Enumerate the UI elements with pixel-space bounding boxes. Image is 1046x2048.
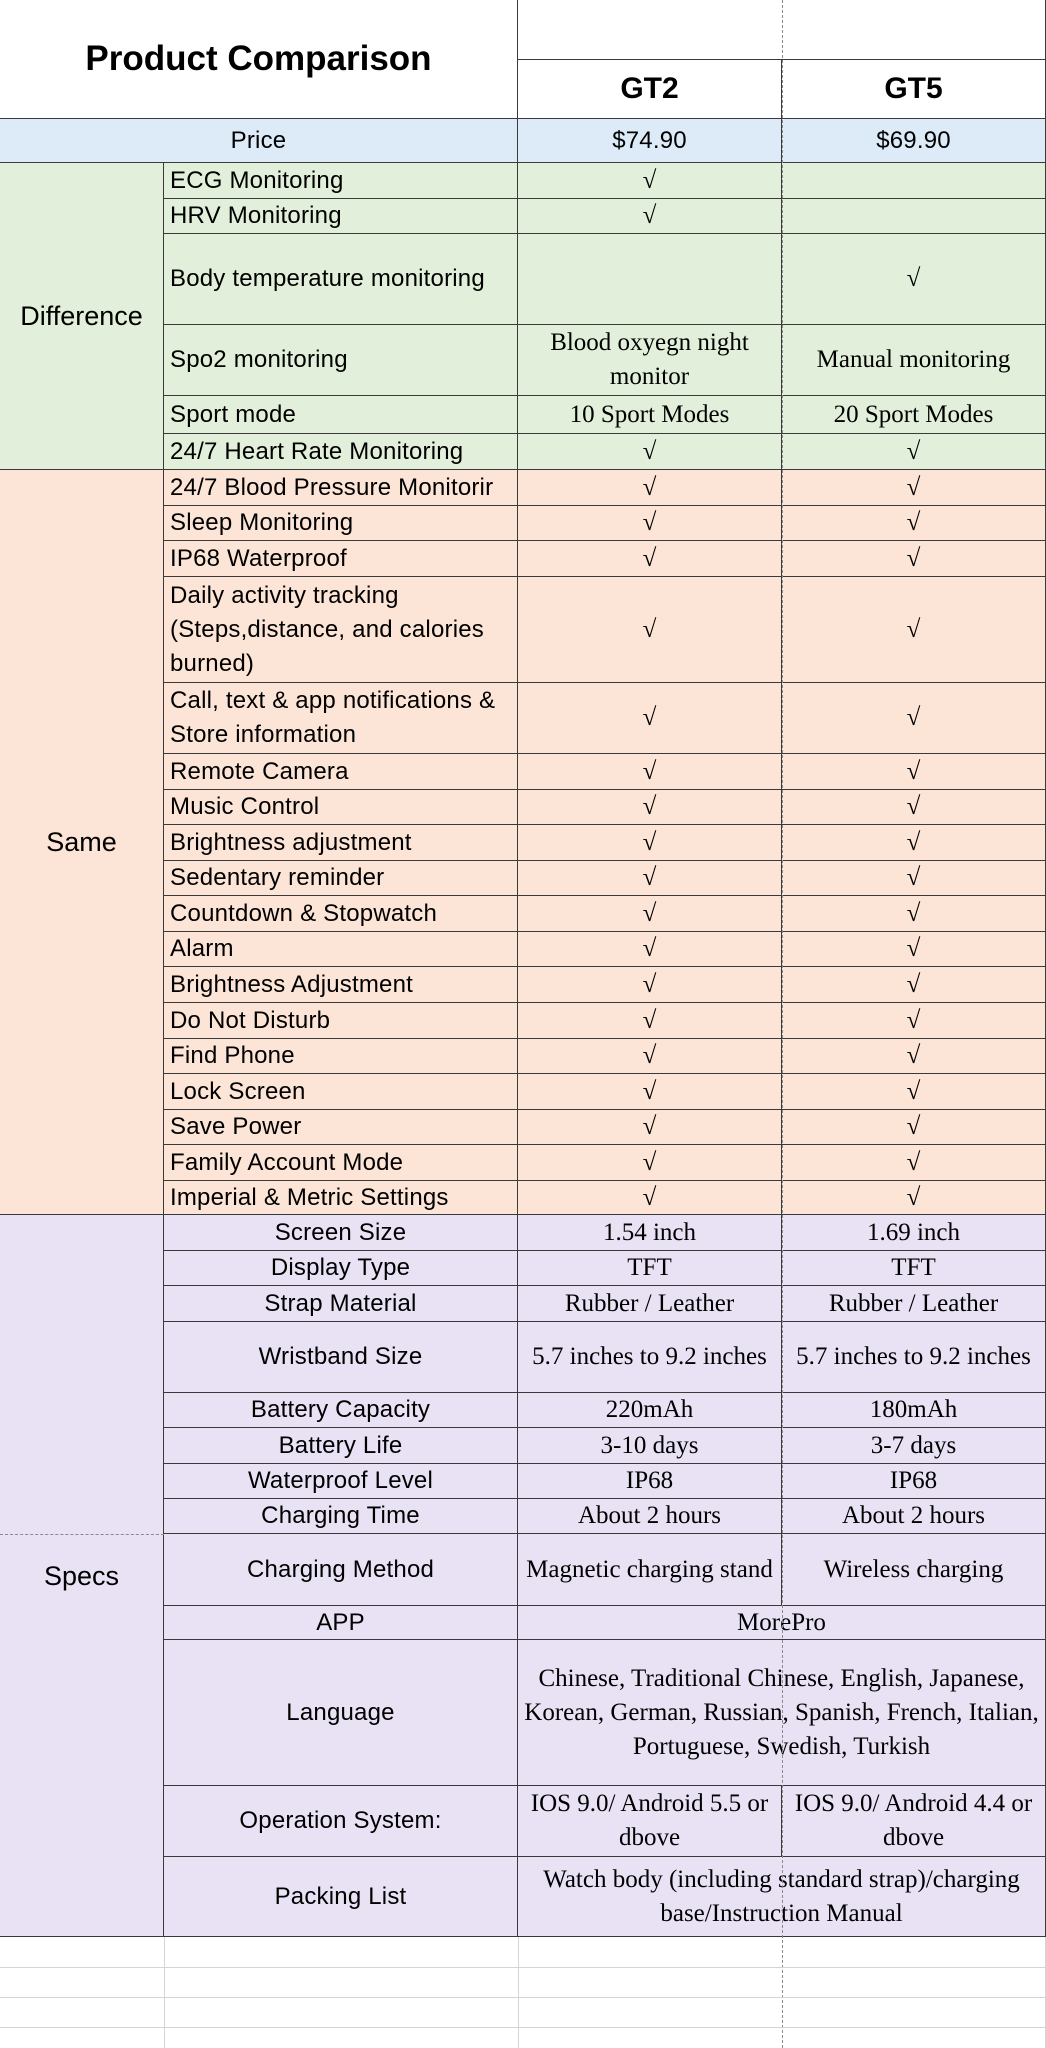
gt5-value-cell[interactable]: √ bbox=[782, 861, 1046, 896]
gt5-value-cell[interactable]: IOS 9.0/ Android 4.4 or dbove bbox=[782, 1786, 1046, 1857]
gt2-value-cell[interactable]: √ bbox=[518, 199, 782, 234]
page-break-line bbox=[782, 0, 783, 2048]
feature-label[interactable]: IP68 Waterproof bbox=[164, 541, 518, 577]
gt2-value-cell[interactable]: √ bbox=[518, 577, 782, 683]
gt2-value-cell[interactable] bbox=[518, 234, 782, 325]
feature-label[interactable]: Strap Material bbox=[164, 1286, 518, 1322]
sheet-title[interactable]: Product Comparison bbox=[0, 0, 518, 119]
price-label[interactable]: Price bbox=[0, 119, 518, 163]
page-break-line bbox=[0, 1534, 164, 1535]
gt2-value-cell[interactable]: √ bbox=[518, 967, 782, 1003]
gt2-value-cell[interactable]: About 2 hours bbox=[518, 1499, 782, 1534]
gt2-value-cell[interactable]: √ bbox=[518, 861, 782, 896]
feature-label[interactable]: Body temperature monitoring bbox=[164, 234, 518, 325]
feature-label[interactable]: Charging Method bbox=[164, 1534, 518, 1606]
gt5-value-cell[interactable]: 5.7 inches to 9.2 inches bbox=[782, 1322, 1046, 1393]
feature-label[interactable]: Save Power bbox=[164, 1110, 518, 1145]
merged-value-cell[interactable]: Chinese, Traditional Chinese, English, Japanese, Korean, German, Russian, Spanish, French, Italian, Portuguese, Swedish, Turkish bbox=[518, 1640, 1046, 1786]
gt5-value-cell[interactable]: √ bbox=[782, 790, 1046, 825]
gt2-value-cell[interactable]: √ bbox=[518, 683, 782, 754]
gt2-value-cell[interactable]: √ bbox=[518, 1003, 782, 1039]
gt2-value-cell[interactable]: √ bbox=[518, 434, 782, 470]
gt5-value-cell[interactable]: √ bbox=[782, 506, 1046, 541]
empty-gridline bbox=[0, 1997, 1046, 1998]
feature-label[interactable]: Operation System: bbox=[164, 1786, 518, 1857]
gt5-value-cell[interactable]: √ bbox=[782, 234, 1046, 325]
gt2-value-cell[interactable]: 3-10 days bbox=[518, 1428, 782, 1464]
gt5-value-cell[interactable]: Wireless charging bbox=[782, 1534, 1046, 1606]
gt5-value-cell[interactable]: √ bbox=[782, 754, 1046, 790]
gt2-value-cell[interactable]: √ bbox=[518, 1145, 782, 1181]
gt2-value-cell[interactable]: Blood oxyegn night monitor bbox=[518, 325, 782, 396]
gt5-value-cell[interactable]: Rubber / Leather bbox=[782, 1286, 1046, 1322]
gt2-value-cell[interactable]: √ bbox=[518, 825, 782, 861]
gt2-value-cell[interactable]: Magnetic charging stand bbox=[518, 1534, 782, 1606]
gt2-value-cell[interactable]: √ bbox=[518, 1074, 782, 1110]
feature-label[interactable]: APP bbox=[164, 1606, 518, 1640]
price-gt2[interactable]: $74.90 bbox=[518, 119, 782, 163]
feature-label[interactable]: Packing List bbox=[164, 1857, 518, 1937]
group-label-difference[interactable]: Difference bbox=[0, 163, 164, 470]
gt2-value-cell[interactable]: 5.7 inches to 9.2 inches bbox=[518, 1322, 782, 1393]
feature-label[interactable]: Battery Life bbox=[164, 1428, 518, 1464]
group-label-specs[interactable]: Specs bbox=[0, 1215, 164, 1937]
feature-label[interactable]: Sport mode bbox=[164, 396, 518, 434]
feature-label[interactable]: Lock Screen bbox=[164, 1074, 518, 1110]
feature-label[interactable]: Find Phone bbox=[164, 1039, 518, 1074]
feature-label[interactable]: HRV Monitoring bbox=[164, 199, 518, 234]
feature-label[interactable]: Language bbox=[164, 1640, 518, 1786]
feature-label[interactable]: Music Control bbox=[164, 790, 518, 825]
feature-label[interactable]: Call, text & app notifications & Store information bbox=[164, 683, 518, 754]
gt2-value-cell[interactable]: √ bbox=[518, 541, 782, 577]
feature-label[interactable]: 24/7 Blood Pressure Monitorir bbox=[164, 470, 518, 506]
empty-gridline bbox=[0, 1967, 1046, 1968]
gt5-value-cell[interactable]: √ bbox=[782, 434, 1046, 470]
merged-value-cell[interactable]: MorePro bbox=[518, 1606, 1046, 1640]
gt5-value-cell[interactable]: √ bbox=[782, 1074, 1046, 1110]
gt5-value-cell[interactable]: √ bbox=[782, 683, 1046, 754]
gt2-value-cell[interactable]: 10 Sport Modes bbox=[518, 396, 782, 434]
feature-label[interactable]: Imperial & Metric Settings bbox=[164, 1181, 518, 1215]
gt2-value-cell[interactable]: 220mAh bbox=[518, 1393, 782, 1428]
empty-gridline bbox=[518, 1937, 519, 2048]
gt5-value-cell[interactable]: 20 Sport Modes bbox=[782, 396, 1046, 434]
feature-label[interactable]: Family Account Mode bbox=[164, 1145, 518, 1181]
gt2-value-cell[interactable]: √ bbox=[518, 1039, 782, 1074]
gt2-value-cell[interactable]: √ bbox=[518, 754, 782, 790]
feature-label[interactable]: Wristband Size bbox=[164, 1322, 518, 1393]
gt5-value-cell[interactable]: √ bbox=[782, 470, 1046, 506]
gt5-value-cell[interactable]: 3-7 days bbox=[782, 1428, 1046, 1464]
gt5-value-cell[interactable]: 180mAh bbox=[782, 1393, 1046, 1428]
model-header-gt2[interactable]: GT2 bbox=[518, 60, 782, 119]
gt5-value-cell[interactable]: Manual monitoring bbox=[782, 325, 1046, 396]
gt5-value-cell[interactable] bbox=[782, 163, 1046, 199]
gt5-value-cell[interactable]: About 2 hours bbox=[782, 1499, 1046, 1534]
gt5-value-cell[interactable] bbox=[782, 199, 1046, 234]
feature-label[interactable]: Remote Camera bbox=[164, 754, 518, 790]
gt2-value-cell[interactable]: √ bbox=[518, 896, 782, 932]
gt5-value-cell[interactable]: √ bbox=[782, 825, 1046, 861]
feature-label[interactable]: Do Not Disturb bbox=[164, 1003, 518, 1039]
feature-label[interactable]: Brightness adjustment bbox=[164, 825, 518, 861]
gt2-value-cell[interactable]: √ bbox=[518, 932, 782, 967]
gt2-value-cell[interactable]: TFT bbox=[518, 1251, 782, 1286]
gt5-value-cell[interactable]: √ bbox=[782, 932, 1046, 967]
gt5-value-cell[interactable]: √ bbox=[782, 896, 1046, 932]
gt2-value-cell[interactable]: Rubber / Leather bbox=[518, 1286, 782, 1322]
feature-label[interactable]: Waterproof Level bbox=[164, 1464, 518, 1499]
feature-label[interactable]: Screen Size bbox=[164, 1215, 518, 1251]
feature-label[interactable]: Display Type bbox=[164, 1251, 518, 1286]
gt2-value-cell[interactable]: √ bbox=[518, 506, 782, 541]
feature-label[interactable]: Spo2 monitoring bbox=[164, 325, 518, 396]
gt5-value-cell[interactable]: √ bbox=[782, 1003, 1046, 1039]
empty-gridline bbox=[0, 2027, 1046, 2028]
group-label-same[interactable]: Same bbox=[0, 470, 164, 1215]
gt5-value-cell[interactable]: √ bbox=[782, 1110, 1046, 1145]
gt5-value-cell[interactable]: TFT bbox=[782, 1251, 1046, 1286]
feature-label[interactable]: Alarm bbox=[164, 932, 518, 967]
feature-label[interactable]: Brightness Adjustment bbox=[164, 967, 518, 1003]
feature-label[interactable]: Charging Time bbox=[164, 1499, 518, 1534]
feature-label[interactable]: ECG Monitoring bbox=[164, 163, 518, 199]
gt5-value-cell[interactable]: √ bbox=[782, 1145, 1046, 1181]
gt2-value-cell[interactable]: 1.54 inch bbox=[518, 1215, 782, 1251]
gt5-value-cell[interactable]: IP68 bbox=[782, 1464, 1046, 1499]
gt5-value-cell[interactable]: 1.69 inch bbox=[782, 1215, 1046, 1251]
feature-label[interactable]: Sedentary reminder bbox=[164, 861, 518, 896]
gt5-value-cell[interactable]: √ bbox=[782, 541, 1046, 577]
gt2-value-cell[interactable]: √ bbox=[518, 1181, 782, 1215]
gt2-value-cell[interactable]: √ bbox=[518, 470, 782, 506]
gt5-value-cell[interactable]: √ bbox=[782, 967, 1046, 1003]
price-gt5[interactable]: $69.90 bbox=[782, 119, 1046, 163]
gt2-value-cell[interactable]: √ bbox=[518, 1110, 782, 1145]
gt2-value-cell[interactable]: IP68 bbox=[518, 1464, 782, 1499]
merged-value-cell[interactable]: Watch body (including standard strap)/charging base/Instruction Manual bbox=[518, 1857, 1046, 1937]
empty-gridline bbox=[164, 1937, 165, 2048]
gt2-value-cell[interactable]: √ bbox=[518, 790, 782, 825]
feature-label[interactable]: Sleep Monitoring bbox=[164, 506, 518, 541]
feature-label[interactable]: Countdown & Stopwatch bbox=[164, 896, 518, 932]
gt2-value-cell[interactable]: IOS 9.0/ Android 5.5 or dbove bbox=[518, 1786, 782, 1857]
model-header-gt5[interactable]: GT5 bbox=[782, 60, 1046, 119]
gt2-value-cell[interactable]: √ bbox=[518, 163, 782, 199]
gt5-value-cell[interactable]: √ bbox=[782, 1181, 1046, 1215]
gt5-value-cell[interactable]: √ bbox=[782, 1039, 1046, 1074]
feature-label[interactable]: Battery Capacity bbox=[164, 1393, 518, 1428]
feature-label[interactable]: 24/7 Heart Rate Monitoring bbox=[164, 434, 518, 470]
gt5-value-cell[interactable]: √ bbox=[782, 577, 1046, 683]
feature-label[interactable]: Daily activity tracking (Steps,distance, and calories burned) bbox=[164, 577, 518, 683]
